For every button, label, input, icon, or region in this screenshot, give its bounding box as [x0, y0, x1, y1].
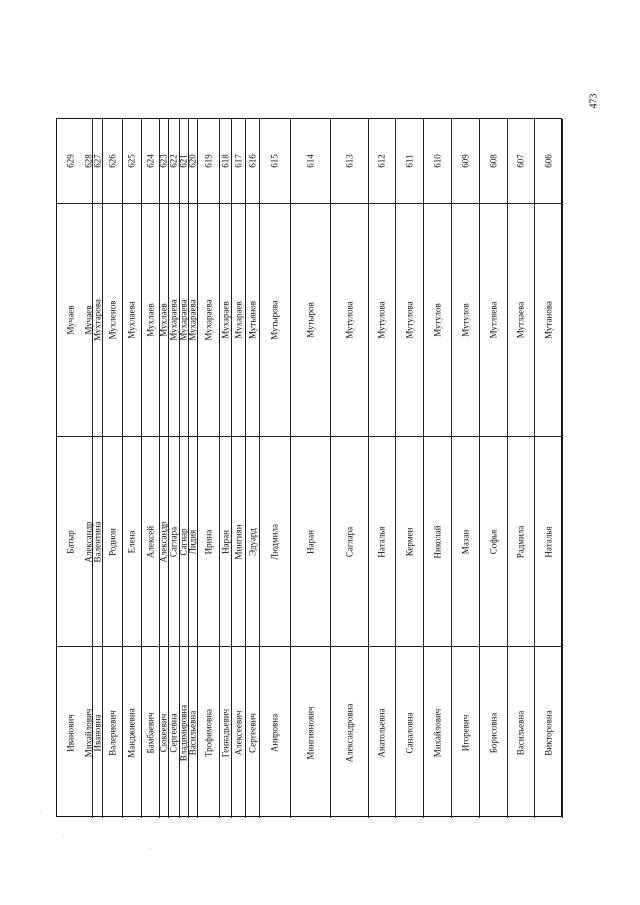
- row-number-cell: [232, 119, 245, 204]
- surname-text: Мутулова: [344, 301, 354, 339]
- table-row: [396, 119, 424, 818]
- surname-text: Мухтарова: [92, 299, 102, 341]
- row-number-cell: [291, 119, 330, 204]
- row-number-text: 612: [376, 154, 387, 168]
- surname-text: Мухараева: [187, 299, 198, 341]
- scan-speck: [150, 848, 151, 849]
- patronymic-cell: [480, 647, 507, 818]
- row-number-text: 606: [543, 154, 553, 168]
- row-number-cell: [246, 119, 259, 204]
- surname-cell: [169, 204, 179, 437]
- first-name-cell: [291, 437, 330, 647]
- row-number-cell: [123, 119, 141, 204]
- first-name-cell: [480, 437, 507, 647]
- surname-cell: [85, 204, 92, 437]
- first-name-text: Людмила: [269, 523, 280, 560]
- surname-cell: [508, 204, 534, 437]
- table-row: [169, 119, 180, 818]
- row-number-cell: [103, 119, 122, 204]
- patronymic-text: Викторовна: [543, 709, 553, 756]
- surname-text: Мутыров: [305, 302, 315, 338]
- patronymic-cell: [93, 647, 102, 818]
- patronymic-text: Игоревич: [460, 714, 470, 751]
- surname-text: Мухленов: [107, 300, 117, 340]
- table-row: [480, 119, 508, 818]
- row-number-text: 621: [178, 154, 189, 168]
- first-name-cell: [246, 437, 259, 647]
- row-number-cell: [189, 119, 197, 204]
- row-number-cell: [198, 119, 219, 204]
- first-name-cell: [57, 437, 85, 647]
- patronymic-cell: [535, 647, 562, 818]
- first-name-text: Батыр: [65, 529, 76, 554]
- patronymic-cell: [169, 647, 179, 818]
- first-name-text: Алексей: [145, 525, 155, 558]
- first-name-text: Сагнар: [178, 528, 189, 555]
- first-name-text: Елена: [126, 530, 137, 553]
- patronymic-cell: [220, 647, 231, 818]
- first-name-cell: [142, 437, 159, 647]
- patronymic-cell: [291, 647, 330, 818]
- row-number-text: 628: [83, 154, 93, 168]
- first-name-cell: [198, 437, 219, 647]
- table-row: [291, 119, 331, 818]
- surname-text: Мухараева: [178, 299, 189, 341]
- first-name-text: Александр: [158, 520, 169, 563]
- row-number-text: 619: [203, 154, 213, 168]
- first-name-cell: [535, 437, 562, 647]
- patronymic-text: Мингиянович: [305, 705, 315, 760]
- first-name-cell: [452, 437, 479, 647]
- row-number-cell: [331, 119, 368, 204]
- surname-cell: [369, 204, 395, 437]
- surname-text: Мухлаев: [145, 303, 155, 337]
- first-name-cell: [232, 437, 245, 647]
- table-row: [508, 119, 535, 818]
- patronymic-text: Трофимовна: [203, 708, 213, 757]
- patronymic-text: Сергеевна: [168, 712, 179, 753]
- patronymic-text: Владимировна: [178, 704, 189, 761]
- patronymic-cell: [57, 647, 85, 818]
- first-name-text: Лидия: [187, 529, 198, 554]
- surname-text: Мутлаева: [515, 301, 526, 339]
- surname-text: Мутляева: [488, 301, 498, 339]
- surname-cell: [180, 204, 188, 437]
- table-row: [189, 119, 198, 818]
- row-number-text: 616: [247, 154, 257, 168]
- patronymic-cell: [198, 647, 219, 818]
- patronymic-text: Алексеевич: [233, 710, 243, 755]
- surname-text: Мутулов: [432, 303, 442, 337]
- first-name-text: Кермен: [404, 527, 414, 556]
- patronymic-text: Валериевич: [107, 709, 117, 756]
- first-name-cell: [123, 437, 141, 647]
- row-number-cell: [369, 119, 395, 204]
- row-number-cell: [452, 119, 479, 204]
- patronymic-cell: [260, 647, 290, 818]
- first-name-text: Наталья: [543, 525, 553, 558]
- patronymic-text: Анировна: [269, 713, 280, 752]
- surname-text: Мучаев: [65, 305, 76, 335]
- patronymic-text: Васильевна: [187, 710, 198, 755]
- row-number-cell: [160, 119, 168, 204]
- row-number-text: 623: [158, 154, 169, 168]
- surname-cell: [331, 204, 368, 437]
- surname-cell: [123, 204, 141, 437]
- first-name-cell: [331, 437, 368, 647]
- surname-text: Мутулова: [404, 301, 414, 339]
- row-number-text: 607: [515, 154, 526, 168]
- row-number-text: 610: [432, 154, 442, 168]
- first-name-text: Радмила: [515, 525, 526, 558]
- first-name-text: Александр: [83, 520, 93, 563]
- row-number-text: 611: [404, 154, 414, 168]
- row-number-cell: [508, 119, 534, 204]
- row-number-cell: [93, 119, 102, 204]
- surname-text: Мухлаева: [126, 301, 137, 339]
- row-number-text: 629: [65, 154, 76, 168]
- surname-text: Мутанова: [543, 301, 553, 339]
- register-table: [56, 118, 562, 817]
- row-number-cell: [396, 119, 423, 204]
- table-row: [220, 119, 232, 818]
- patronymic-text: Саналовна: [404, 712, 414, 753]
- row-number-cell: [142, 119, 159, 204]
- first-name-cell: [189, 437, 197, 647]
- row-number-text: 615: [269, 154, 280, 168]
- patronymic-text: Геннадьевич: [220, 708, 230, 757]
- first-name-text: Родион: [107, 527, 117, 556]
- patronymic-text: Сюкеевич: [158, 713, 169, 752]
- first-name-text: Мазан: [460, 529, 470, 554]
- patronymic-text: Михайлович: [432, 708, 442, 757]
- row-number-text: 620: [187, 154, 198, 168]
- row-number-cell: [220, 119, 231, 204]
- surname-text: Мухлаев: [158, 303, 169, 337]
- surname-cell: [198, 204, 219, 437]
- first-name-text: Саглара: [168, 526, 179, 557]
- first-name-text: Мингиян: [233, 523, 243, 560]
- row-number-cell: [85, 119, 92, 204]
- table-row: [246, 119, 260, 818]
- row-number-cell: [480, 119, 507, 204]
- patronymic-text: Сергеевич: [247, 712, 257, 753]
- table-row: [424, 119, 452, 818]
- first-name-text: Валентина: [92, 521, 102, 562]
- first-name-cell: [169, 437, 179, 647]
- surname-cell: [260, 204, 290, 437]
- table-row: [535, 119, 563, 818]
- patronymic-cell: [103, 647, 122, 818]
- patronymic-cell: [331, 647, 368, 818]
- surname-cell: [189, 204, 197, 437]
- surname-cell: [452, 204, 479, 437]
- row-number-text: 626: [107, 154, 117, 168]
- surname-text: Мутьянов: [247, 300, 257, 340]
- surname-cell: [142, 204, 159, 437]
- patronymic-text: Манджиевна: [126, 707, 137, 758]
- table-row: [85, 119, 93, 818]
- patronymic-cell: [232, 647, 245, 818]
- first-name-cell: [260, 437, 290, 647]
- surname-cell: [480, 204, 507, 437]
- surname-cell: [246, 204, 259, 437]
- surname-cell: [291, 204, 330, 437]
- table-row: [142, 119, 160, 818]
- surname-text: Мухараева: [203, 299, 213, 341]
- patronymic-cell: [369, 647, 395, 818]
- patronymic-cell: [452, 647, 479, 818]
- patronymic-cell: [85, 647, 92, 818]
- table-row: [331, 119, 369, 818]
- row-number-text: 624: [145, 154, 155, 168]
- scan-speck: [40, 812, 41, 813]
- surname-cell: [103, 204, 122, 437]
- surname-cell: [57, 204, 85, 437]
- row-number-cell: [260, 119, 290, 204]
- patronymic-cell: [424, 647, 451, 818]
- first-name-text: Николай: [432, 525, 442, 558]
- first-name-text: Наталья: [376, 525, 387, 558]
- row-number-cell: [424, 119, 451, 204]
- first-name-cell: [424, 437, 451, 647]
- patronymic-text: Михайлович: [83, 708, 93, 757]
- first-name-cell: [396, 437, 423, 647]
- first-name-cell: [220, 437, 231, 647]
- patronymic-cell: [123, 647, 141, 818]
- first-name-text: Наран: [305, 529, 315, 554]
- table-row: [160, 119, 169, 818]
- table-row: [232, 119, 246, 818]
- first-name-text: Эдуард: [247, 527, 257, 556]
- surname-cell: [232, 204, 245, 437]
- patronymic-text: Бамбаевич: [145, 711, 155, 754]
- table-row: [198, 119, 220, 818]
- row-number-cell: [180, 119, 188, 204]
- page-number-text: 473: [588, 93, 600, 109]
- patronymic-cell: [180, 647, 188, 818]
- first-name-text: Софья: [488, 529, 498, 554]
- patronymic-text: Александровна: [344, 703, 354, 762]
- first-name-text: Наран: [220, 529, 230, 554]
- patronymic-text: Анатольевна: [376, 708, 387, 757]
- first-name-cell: [508, 437, 534, 647]
- row-number-cell: [57, 119, 85, 204]
- first-name-cell: [180, 437, 188, 647]
- scan-speck: [63, 836, 64, 837]
- first-name-cell: [103, 437, 122, 647]
- surname-text: Мучаев: [83, 305, 93, 335]
- table-row: [452, 119, 480, 818]
- table-row: [369, 119, 396, 818]
- row-number-cell: [535, 119, 562, 204]
- surname-text: Мухараева: [168, 299, 179, 341]
- row-number-text: 622: [168, 154, 179, 168]
- patronymic-text: Иванович: [65, 713, 76, 752]
- row-number-text: 627: [92, 154, 102, 168]
- row-number-text: 609: [460, 154, 470, 168]
- first-name-text: Саглара: [344, 526, 354, 557]
- table-row: [103, 119, 123, 818]
- table-row: [93, 119, 103, 818]
- row-number-text: 613: [344, 154, 354, 168]
- surname-text: Мухараев: [220, 301, 230, 339]
- patronymic-text: Васильевна: [515, 710, 526, 755]
- patronymic-text: Борисовна: [488, 712, 498, 753]
- patronymic-cell: [396, 647, 423, 818]
- patronymic-cell: [160, 647, 168, 818]
- surname-text: Мухараев: [233, 301, 243, 339]
- row-number-text: 614: [305, 154, 315, 168]
- first-name-cell: [369, 437, 395, 647]
- surname-cell: [93, 204, 102, 437]
- row-number-text: 618: [220, 154, 230, 168]
- table-row: [57, 119, 85, 818]
- surname-text: Мутулов: [460, 303, 470, 337]
- surname-cell: [160, 204, 168, 437]
- patronymic-text: Ивановна: [92, 713, 102, 752]
- patronymic-cell: [189, 647, 197, 818]
- row-number-text: 625: [126, 154, 137, 168]
- row-number-cell: [169, 119, 179, 204]
- first-name-cell: [85, 437, 92, 647]
- row-number-text: 608: [488, 154, 498, 168]
- surname-cell: [220, 204, 231, 437]
- patronymic-cell: [246, 647, 259, 818]
- surname-cell: [535, 204, 562, 437]
- surname-cell: [424, 204, 451, 437]
- first-name-cell: [160, 437, 168, 647]
- surname-text: Мутулова: [376, 301, 387, 339]
- table-row: [260, 119, 291, 818]
- table-row: [180, 119, 189, 818]
- patronymic-cell: [508, 647, 534, 818]
- patronymic-cell: [142, 647, 159, 818]
- table-row: [123, 119, 142, 818]
- first-name-text: Ирина: [203, 529, 213, 554]
- page-number: [584, 86, 604, 116]
- surname-text: Мутырова: [269, 300, 280, 340]
- row-number-text: 617: [233, 154, 243, 168]
- first-name-cell: [93, 437, 102, 647]
- surname-cell: [396, 204, 423, 437]
